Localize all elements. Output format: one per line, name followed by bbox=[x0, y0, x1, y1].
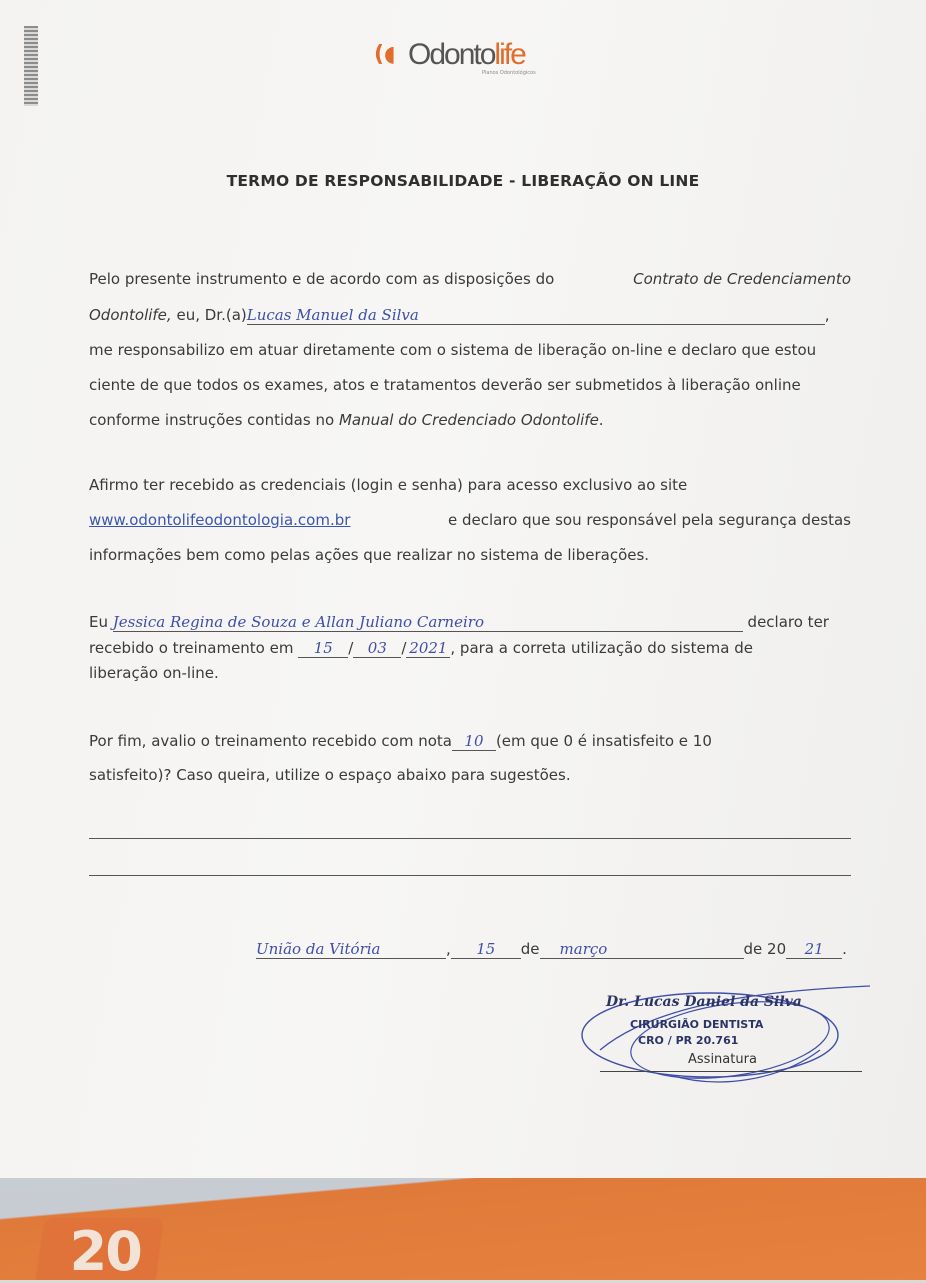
signature-stamp bbox=[590, 990, 870, 1100]
training-year-field: 2021 bbox=[406, 639, 450, 658]
page-title: TERMO DE RESPONSABILIDADE - LIBERAÇÃO ON LINE bbox=[226, 172, 700, 190]
odontolife-logo bbox=[370, 32, 560, 80]
logo-tagline: Planos Odontológicos bbox=[482, 70, 536, 76]
place-date-line: União da Vitória , 15 de março de 20 21 . bbox=[256, 940, 847, 958]
para4-line1: Por fim, avalio o treinamento recebido com nota 10 (em que 0 é insatisfeito e 10 bbox=[89, 732, 712, 750]
para1-line3: me responsabilizo em atuar diretamente com o sistema de liberação on-line e declaro que estou bbox=[89, 341, 817, 359]
stamp-name: Dr. Lucas Daniel da Silva bbox=[606, 994, 802, 1010]
signature-label: Assinatura bbox=[688, 1052, 757, 1067]
para2-line2: www.odontolifeodontologia.com.br e declaro que sou responsável pela segurança destas bbox=[89, 511, 851, 529]
training-month-field: 03 bbox=[353, 639, 401, 658]
footer-badge: 20 bbox=[36, 1218, 165, 1280]
tooth-logo-icon: (◖ bbox=[374, 42, 396, 67]
date-year-field: 21 bbox=[786, 940, 842, 959]
city-field: União da Vitória bbox=[256, 940, 446, 959]
footer-address bbox=[560, 1242, 890, 1255]
logo-wordmark: Odontolife bbox=[408, 38, 525, 71]
para4-line2: satisfeito)? Caso queira, utilize o espaço abaixo para sugestões. bbox=[89, 766, 571, 784]
date-day-field: 15 bbox=[451, 940, 521, 959]
para1-line1: Pelo presente instrumento e de acordo com as disposições do Contrato de Credenciamento bbox=[89, 270, 851, 288]
para1-line5: conforme instruções contidas no Manual do Credenciado Odontolife. bbox=[89, 411, 604, 429]
para3-line1: Eu Jessica Regina de Souza e Allan Juliano Carneiro declaro ter bbox=[89, 613, 829, 631]
para2-line1: Afirmo ter recebido as credenciais (login e senha) para acesso exclusivo ao site bbox=[89, 476, 688, 494]
para2-line3: informações bem como pelas ações que realizar no sistema de liberações. bbox=[89, 546, 650, 564]
para3-line3: liberação on-line. bbox=[89, 664, 219, 682]
suggestions-line-1 bbox=[89, 838, 851, 839]
signature-line bbox=[600, 1071, 862, 1072]
stamp-cro: CRO / PR 20.761 bbox=[638, 1034, 739, 1047]
side-barcode-stamp bbox=[24, 26, 38, 106]
grade-field: 10 bbox=[452, 732, 496, 751]
suggestions-line-2 bbox=[89, 875, 851, 876]
dentist-name-field: Lucas Manuel da Silva bbox=[247, 306, 825, 325]
para3-line2: recebido o treinamento em 15 / 03 / 2021 , para a correta utilização do sistema de bbox=[89, 639, 753, 657]
date-month-field: março bbox=[540, 940, 744, 959]
training-day-field: 15 bbox=[298, 639, 348, 658]
para1-line4: ciente de que todos os exames, atos e tratamentos deverão ser submetidos à liberação online bbox=[89, 376, 801, 394]
site-link[interactable]: www.odontolifeodontologia.com.br bbox=[89, 511, 351, 529]
trainees-field: Jessica Regina de Souza e Allan Juliano Carneiro bbox=[113, 613, 743, 632]
stamp-role: CIRURGIÃO DENTISTA bbox=[630, 1018, 764, 1031]
para1-line2: Odontolife, eu, Dr.(a)Lucas Manuel da Silva , bbox=[89, 306, 830, 324]
